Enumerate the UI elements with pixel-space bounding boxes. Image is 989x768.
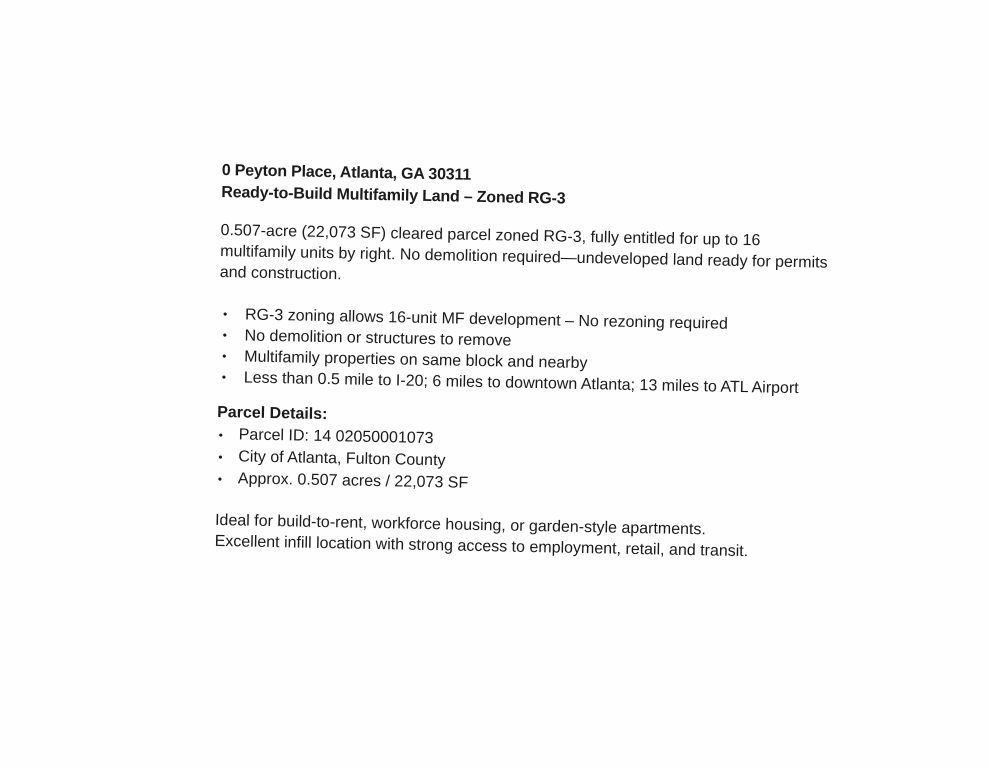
bullet-icon: • (217, 471, 223, 487)
property-address: 0 Peyton Place, Atlanta, GA 30311 (221, 161, 472, 184)
closing-paragraph (214, 510, 825, 564)
bullet-icon: • (218, 427, 224, 443)
bullet-icon: • (222, 349, 227, 364)
feature-list (218, 304, 859, 400)
feature-text: No demolition or structures to remove (244, 327, 512, 350)
bullet-icon: • (222, 328, 227, 343)
property-subtitle: Ready-to-Build Multifamily Land – Zoned RG-3 (221, 183, 566, 208)
parcel-id: Parcel ID: 14 02050001073 (238, 426, 434, 448)
intro-paragraph: 0.507-acre (22,073 SF) cleared parcel zoned RG-3, fully entitled for up to 16 multifamily units by right. No demolition required—undeveloped land ready for permits and construction. (219, 221, 828, 284)
feature-text: Multifamily properties on same block and nearby (244, 348, 588, 373)
document-body (214, 160, 861, 564)
bullet-icon: • (218, 449, 223, 465)
parcel-details-title: Parcel Details: (216, 403, 328, 424)
bullet-icon: • (222, 307, 228, 322)
closing-line: Ideal for build-to-rent, workforce housing, or garden-style apartments. (214, 511, 707, 539)
closing-line: Excellent infill location with strong access to employment, retail, and transit. (214, 532, 749, 561)
bullet-icon: • (221, 370, 227, 385)
feature-text: RG-3 zoning allows 16-unit MF development – No rezoning required (244, 306, 729, 333)
parcel-size: Approx. 0.507 acres / 22,073 SF (237, 470, 469, 492)
feature-text: Less than 0.5 mile to I-20; 6 miles to downtown Atlanta; 13 miles to ATL Airport (243, 369, 799, 398)
parcel-jurisdiction: City of Atlanta, Fulton County (238, 448, 446, 470)
parcel-details-list (216, 424, 857, 502)
